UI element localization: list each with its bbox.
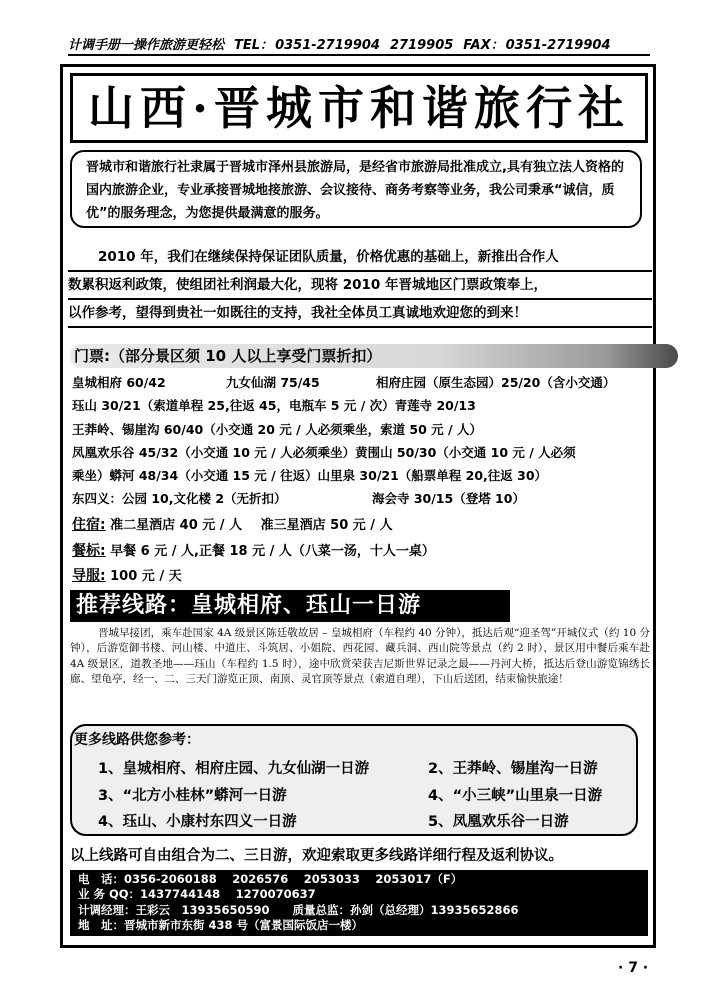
ticket-item: 皇城相府 60/42 — [72, 375, 166, 390]
route-option: 1、皇城相府、相府庄园、九女仙湖一日游 — [98, 761, 370, 777]
ticket-row-2: 珏山 30/21（索道单程 25,往返 45，电瓶车 5 元 / 次）青莲寺 20/13 — [72, 398, 476, 414]
ticket-item: 九女仙湖 75/45 — [226, 375, 320, 390]
recommended-route-heading: 推荐线路：皇城相府、珏山一日游 — [70, 590, 510, 622]
header-tel-label: TEL： — [234, 38, 274, 53]
lodging-option-2: 准三星酒店 50 元 / 人 — [260, 518, 393, 533]
ticket-row-4: 凤凰欢乐谷 45/32（小交通 10 元 / 人必须乘坐）黄围山 50/30（小交通 10 元 / 人必须 — [72, 444, 576, 460]
contact-manager: 计调经理：王彩云 13935650590 质量总监：孙剑（总经理）13935652866 — [78, 902, 519, 917]
promo-line-2: 数累积返利政策，使组团社利润最大化，现将 2010 年晋城地区门票政策奉上， — [68, 272, 652, 300]
ticket-row-1 — [72, 371, 652, 394]
combine-note: 以上线路可自由组合为二、三日游，欢迎索取更多线路详细行程及返利协议。 — [70, 848, 563, 864]
promo-line-1: 2010 年，我们在继续保持保证团队质量，价格优惠的基础上，新推出合作人 — [68, 244, 652, 272]
ticket-list — [72, 371, 652, 511]
guide-text: 100 元 / 天 — [110, 569, 182, 584]
guide-info — [72, 565, 652, 585]
lodging-option-1: 准二星酒店 40 元 / 人 — [110, 518, 243, 533]
header-tel2: 2719905 — [389, 38, 454, 53]
agency-title: 山西·晋城市和谐旅行社 — [70, 73, 648, 143]
page-number: · 7 · — [618, 960, 649, 976]
header-tel1: 0351-2719904 — [275, 38, 380, 53]
guide-label: 导服: — [72, 568, 106, 584]
lodging-label: 住宿: — [72, 517, 106, 533]
promo-notice — [68, 244, 652, 328]
meals-text: 早餐 6 元 / 人,正餐 18 元 / 人（八菜一汤，十人一桌） — [110, 544, 435, 559]
page-header — [68, 34, 650, 56]
ticket-item: 相府庄园（原生态园）25/20（含小交通） — [376, 375, 616, 390]
ticket-row-3: 王莽岭、锡崖沟 60/40（小交通 20 元 / 人必须乘坐，索道 50 元 / 人） — [72, 421, 482, 437]
ticket-row-6 — [72, 487, 652, 510]
meals-label: 餐标: — [72, 543, 106, 559]
contact-address: 地 址：晋城市新市东街 438 号（富景国际饭店一楼） — [78, 918, 364, 933]
recommended-route-description: 晋城早接团，乘车赴国家 4A 级景区陈廷敬故居 – 皇城相府（车程约 40 分钟），抵达后观“迎圣驾”开城仪式（约 10 分钟），后游览御书楼、河山楼、中道庄、斗筑居、小姐院、西花园、藏兵洞、西山院等景点（约 2 时），景区用中餐后乘车赴 4A 级景区，道教圣地——珏山（车程约 1.5 时），途中欣赏荣获吉尼斯世界记录之最——丹河大桥，抵达后登山游览锦绣长廊、望龟亭，经一、二、三天门游览正顶、南顶、灵官顶等景点（索道自理），下山后送团，结束愉快旅途！ — [70, 627, 650, 686]
promo-line-3: 以作参考，望得到贵社一如既往的支持，我社全体员工真诚地欢迎您的到来！ — [68, 300, 652, 328]
contact-block — [70, 870, 648, 936]
contact-phone: 电 话：0356-2060188 2026576 2053033 2053017（F） — [78, 872, 463, 886]
route-option: 4、珏山、小康村东四义一日游 — [98, 814, 297, 830]
ticket-item: 东四义：公园 10,文化楼 2（无折扣） — [72, 491, 287, 507]
header-fax: 0351-2719904 — [505, 38, 611, 53]
ticket-item: 海会寺 30/15（登塔 10） — [372, 491, 525, 507]
meals-info — [72, 540, 652, 560]
route-option: 2、王莽岭、锡崖沟一日游 — [428, 761, 598, 777]
route-option: 3、“北方小桂林”蟒河一日游 — [98, 788, 287, 804]
tickets-heading: 门票:（部分景区须 10 人以上享受门票折扣） — [70, 344, 678, 368]
route-option: 4、“小三峡”山里泉一日游 — [428, 788, 603, 804]
header-fax-label: FAX： — [463, 38, 504, 53]
more-routes-title: 更多线路供您参考： — [74, 732, 200, 748]
lodging-info — [72, 514, 652, 534]
agency-intro: 晋城市和谐旅行社隶属于晋城市泽州县旅游局，是经省市旅游局批准成立,具有独立法人资格的国内旅游企业，专业承接晋城地接旅游、会议接待、商务考察等业务，我公司秉承“诚信，质优”的服务理念，为您提供最满意的服务。 — [70, 150, 642, 228]
ticket-row-5: 乘坐）蟒河 48/34（小交通 15 元 / 往返）山里泉 30/21（船票单程 20,往返 30） — [72, 468, 548, 484]
contact-qq: 业 务 QQ：1437744148 1270070637 — [78, 887, 316, 902]
header-slogan: 计调手册一操作旅游更轻松 — [68, 38, 225, 53]
route-option: 5、凤凰欢乐谷一日游 — [428, 814, 569, 830]
